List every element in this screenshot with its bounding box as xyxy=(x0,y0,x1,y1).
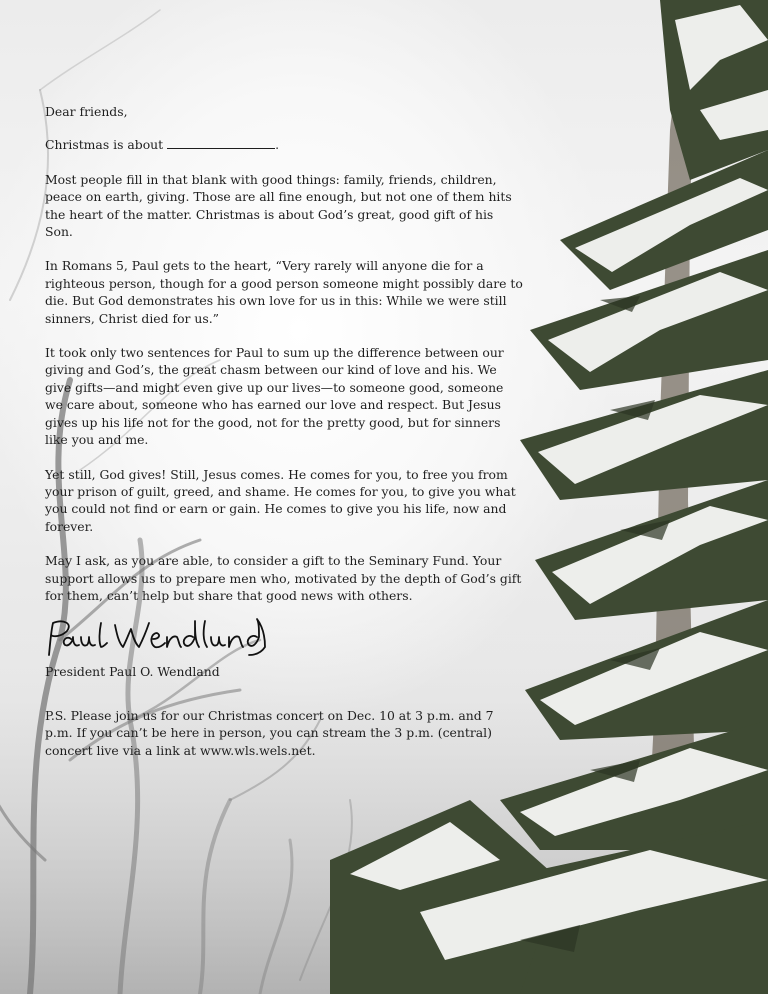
greeting: Dear friends, xyxy=(45,104,128,119)
postscript: P.S. Please join us for our Christmas concert on Dec. 10 at 3 p.m. and 7 p.m. If you can’t be here in person, you can stream the 3 p.m. (central) concert live via a link at www.wls.wels.net. xyxy=(45,707,494,758)
paragraph: Yet still, God gives! Still, Jesus comes. He comes for you, to free you from your prison of guilt, greed, and shame. He comes for you, to give you what you could not find or earn or gain. He comes to give you his life, now and forever. xyxy=(45,466,516,534)
paragraph: Most people fill in that blank with good things: family, friends, children, peace on earth, giving. Those are all fine enough, but not one of them hits the heart of the matter. Christmas is about God’s great, good gift of his Son. xyxy=(45,171,512,240)
fill-in-blank xyxy=(167,136,275,149)
paragraph: May I ask, as you are able, to consider a gift to the Seminary Fund. Your support allows us to prepare men who, motivated by the depth of God’s gift for them, can’t help but share that good news with others. xyxy=(45,553,522,603)
letter-body xyxy=(45,103,525,776)
paragraph: In Romans 5, Paul gets to the heart, “Very rarely will anyone die for a righteous person, though for a good person someone might possibly dare to die. But God demonstrates his own love for us in this: While we were still sinners, Christ died for us.” xyxy=(45,258,523,326)
handwritten-signature xyxy=(43,617,525,661)
opening-line xyxy=(45,136,525,153)
paragraph: It took only two sentences for Paul to sum up the difference between our giving and God’s, the great chasm between our kind of love and his. We give gifts—and might even give up our lives—to someone good, someone we care about, someone who has earned our love and respect. But Jesus gives up his life not for the good, not for the pretty good, but for sinners like you and me. xyxy=(45,345,504,448)
opening-prefix: Christmas is about xyxy=(45,137,164,153)
signoff: President Paul O. Wendland xyxy=(45,664,220,680)
opening-suffix: . xyxy=(275,137,280,153)
